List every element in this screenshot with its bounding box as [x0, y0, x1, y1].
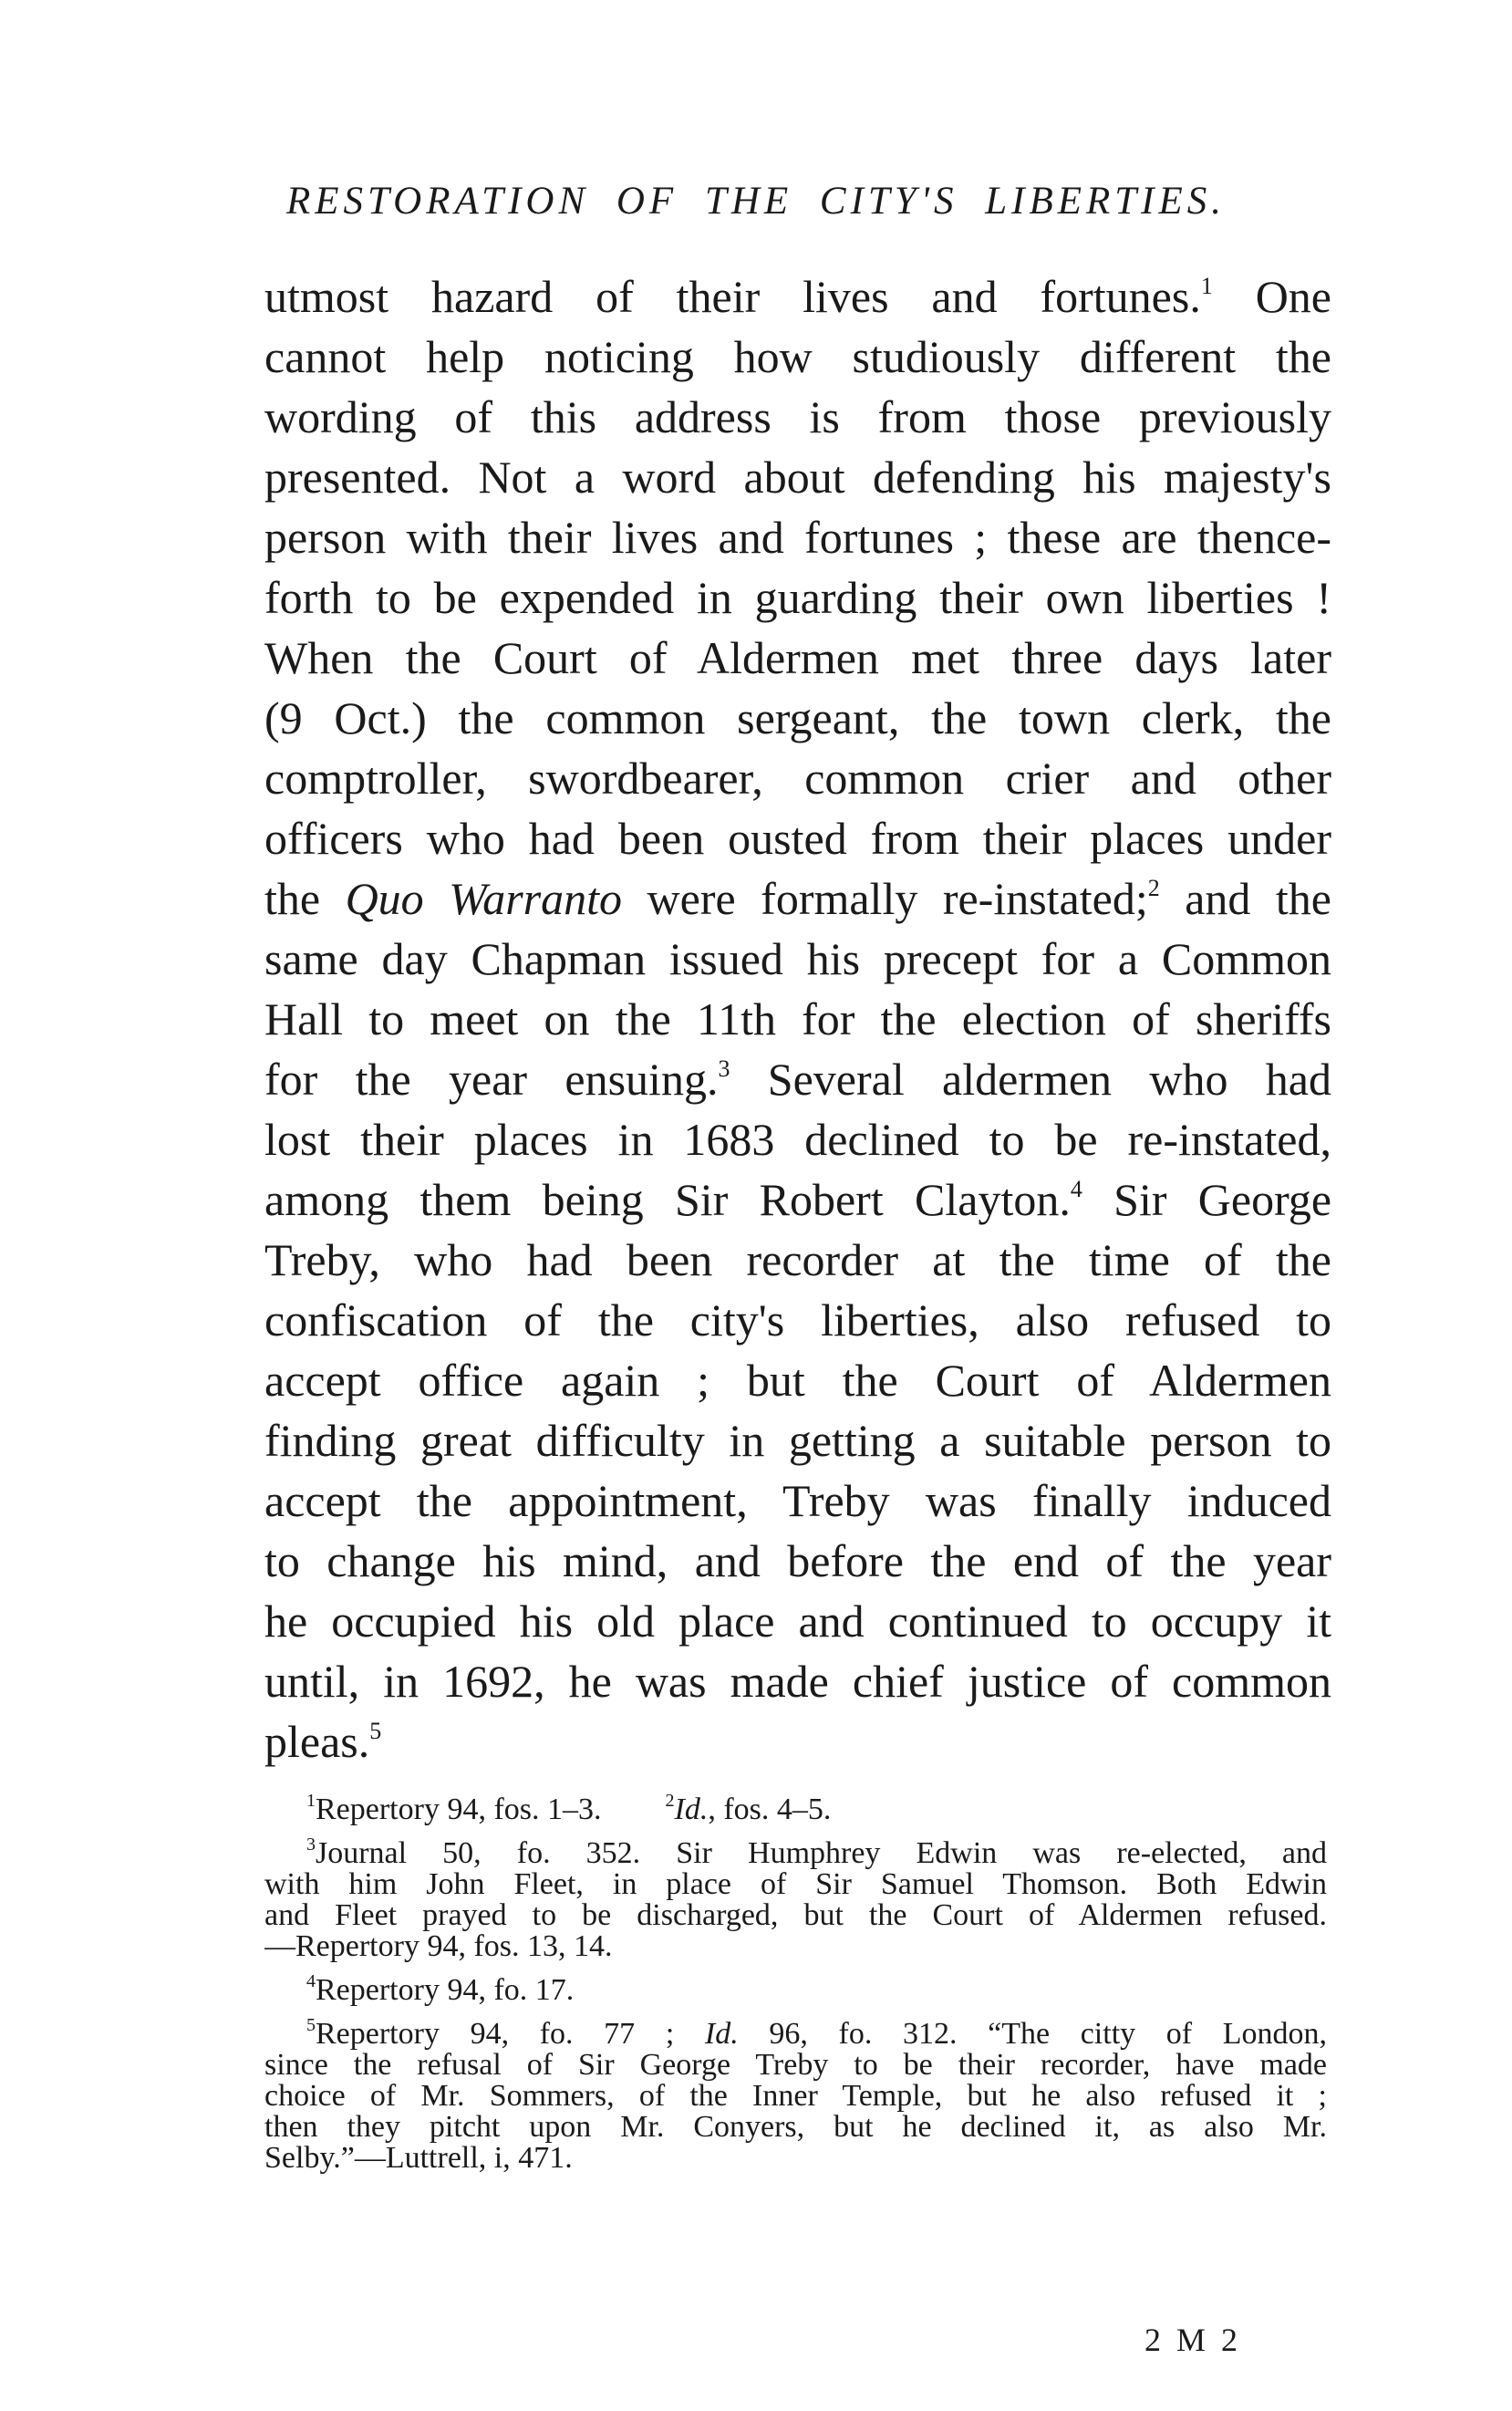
- body-line: accept office again ; but the Court of Aldermen: [264, 1355, 1331, 1406]
- body-line-text: Sir George: [1113, 1174, 1331, 1225]
- body-line: he occupied his old place and continued to occupy it: [264, 1595, 1331, 1647]
- footnote-number: 2: [665, 1794, 675, 1811]
- footnote-italic: Id.: [704, 2019, 739, 2050]
- footnote-4: [264, 1975, 1327, 2006]
- footnote-line: choice of Mr. Sommers, of the Inner Temple, but he also refused it ;: [264, 2081, 1327, 2112]
- body-line: [264, 266, 1331, 327]
- body-line: Hall to meet on the 11th for the election of sheriffs: [264, 993, 1331, 1044]
- body-line-text: the: [264, 873, 346, 924]
- footnote-number: 1: [306, 1794, 316, 1811]
- body-text: [264, 266, 1331, 1772]
- footnote-text: Repertory 94, fos. 1–3.: [316, 1794, 602, 1825]
- body-line-text: pleas.: [264, 1716, 370, 1767]
- footnote-3: [264, 1838, 1327, 1962]
- footnote-ref: 3: [718, 1055, 730, 1082]
- body-line-text: One: [1255, 271, 1331, 322]
- footnote-ref: 4: [1070, 1176, 1082, 1202]
- footnotes: [264, 1794, 1327, 2187]
- body-line-text: Several aldermen who had: [767, 1054, 1331, 1105]
- footnote-line: [264, 1975, 1327, 2006]
- body-line: [264, 1049, 1331, 1109]
- italic-term: Quo Warranto: [345, 873, 623, 924]
- footnote-1-2: [264, 1794, 1327, 1825]
- footnote-line: since the refusal of Sir George Treby to be their recorder, have made: [264, 2050, 1327, 2081]
- body-line: until, in 1692, he was made chief justice of common: [264, 1656, 1331, 1707]
- footnote-text: Repertory 94, fo. 77 ;: [316, 2019, 705, 2050]
- body-line: When the Court of Aldermen met three days later: [264, 632, 1331, 683]
- footnote-ref: 2: [1147, 875, 1160, 901]
- body-line-text: among them being Sir Robert Clayton.: [264, 1174, 1071, 1225]
- footnote-line: —Repertory 94, fos. 13, 14.: [264, 1931, 613, 1962]
- footnote-line: then they pitcht upon Mr. Conyers, but he declined it, as also Mr.: [264, 2112, 1327, 2143]
- body-line: [264, 868, 1331, 929]
- footnote-5: [264, 2019, 1327, 2174]
- body-line-text: and the: [1159, 873, 1331, 924]
- footnote-ref: 5: [369, 1718, 382, 1744]
- footnote-text: , fos. 4–5.: [708, 1794, 832, 1825]
- footnote-italic: Id.: [674, 1794, 709, 1825]
- body-line: [264, 1169, 1331, 1230]
- body-line: Treby, who had been recorder at the time of the: [264, 1234, 1331, 1285]
- footnote-line: with him John Fleet, in place of Sir Samuel Thomson. Both Edwin: [264, 1869, 1327, 1900]
- signature-mark: 2 M 2: [1144, 2322, 1242, 2358]
- running-head: RESTORATION OF THE CITY'S LIBERTIES.: [286, 180, 1226, 223]
- footnote-number: 4: [306, 1975, 316, 1991]
- body-line: lost their places in 1683 declined to be re-instated,: [264, 1114, 1331, 1165]
- footnote-ref: 1: [1200, 273, 1213, 299]
- body-line: person with their lives and fortunes ; these are thence-: [264, 512, 1331, 563]
- footnote-line: [264, 2019, 1327, 2050]
- body-line-text: utmost hazard of their lives and fortunes.: [264, 271, 1201, 322]
- footnote-number: 3: [306, 1838, 316, 1855]
- body-line: finding great difficulty in getting a suitable person to: [264, 1415, 1331, 1466]
- footnote-number: 5: [306, 2019, 316, 2035]
- footnote-line: Selby.”—Luttrell, i, 471.: [264, 2143, 573, 2174]
- body-line: cannot help noticing how studiously different the: [264, 331, 1331, 382]
- footnote-text: Journal 50, fo. 352. Sir Humphrey Edwin was re-elected, and: [316, 1838, 1327, 1869]
- body-line: wording of this address is from those previously: [264, 391, 1331, 442]
- footnote-line: [264, 1838, 1327, 1869]
- footnote-line: [264, 1794, 1327, 1825]
- body-line: to change his mind, and before the end of the year: [264, 1535, 1331, 1586]
- body-line-text: were formally re-instated;: [622, 873, 1148, 924]
- footnote-text: 96, fo. 312. “The citty of London,: [738, 2019, 1327, 2050]
- body-line-text: for the year ensuing.: [264, 1054, 719, 1105]
- body-line: presented. Not a word about defending his majesty's: [264, 452, 1331, 503]
- body-line: comptroller, swordbearer, common crier and other: [264, 753, 1331, 804]
- body-line: forth to be expended in guarding their own liberties !: [264, 572, 1331, 623]
- body-line: same day Chapman issued his precept for a Common: [264, 933, 1331, 984]
- footnote-text: Repertory 94, fo. 17.: [316, 1975, 575, 2006]
- body-line: officers who had been ousted from their places under: [264, 813, 1331, 864]
- body-line: (9 Oct.) the common sergeant, the town clerk, the: [264, 692, 1331, 743]
- footnote-line: and Fleet prayed to be discharged, but the Court of Aldermen refused.: [264, 1900, 1327, 1931]
- body-line: accept the appointment, Treby was finally induced: [264, 1475, 1331, 1526]
- body-line: [264, 1711, 1331, 1772]
- body-line: confiscation of the city's liberties, also refused to: [264, 1294, 1331, 1346]
